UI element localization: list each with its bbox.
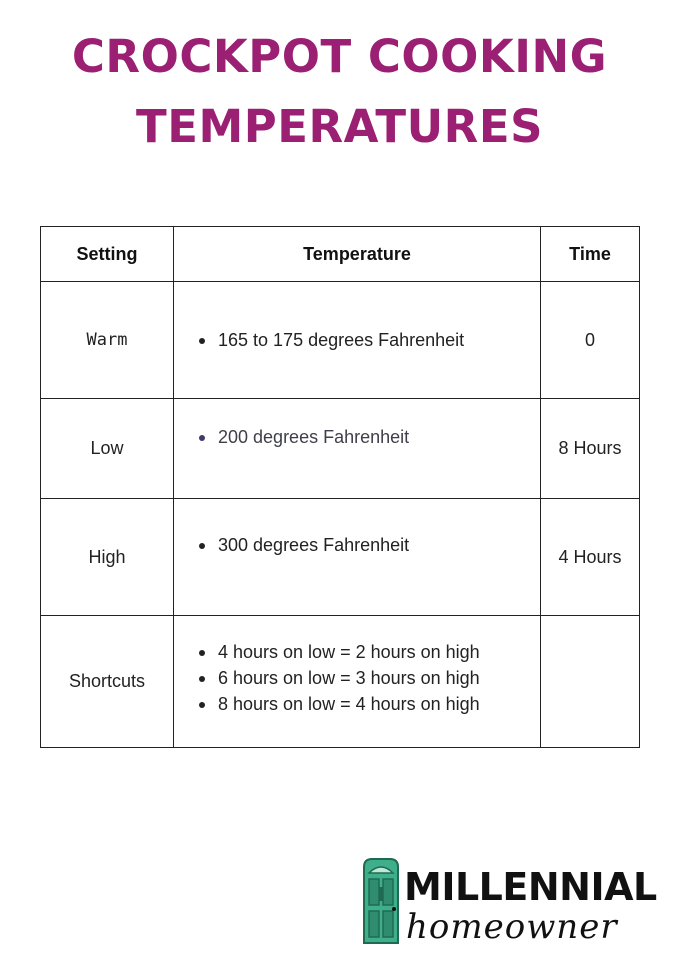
time-cell: 0 [541, 282, 640, 399]
table-row-low [41, 399, 640, 499]
setting-cell: Low [41, 399, 174, 499]
temperature-cell [174, 616, 541, 748]
temperature-item: 6 hours on low = 3 hours on high [218, 665, 540, 691]
table-row-shortcuts [41, 616, 640, 748]
setting-cell: Warm [41, 282, 174, 399]
time-cell: 4 Hours [541, 499, 640, 616]
temperature-cell [174, 282, 541, 399]
setting-cell: Shortcuts [41, 616, 174, 748]
title-line-2: TEMPERATURES [136, 100, 543, 153]
header-setting: Setting [41, 227, 174, 282]
temperature-item: 200 degrees Fahrenheit [218, 424, 540, 450]
temperature-item: 165 to 175 degrees Fahrenheit [218, 327, 540, 353]
logo-text-homeowner: homeowner [406, 907, 618, 947]
table-header-row [41, 227, 640, 282]
time-cell [541, 616, 640, 748]
header-temperature: Temperature [174, 227, 541, 282]
time-cell: 8 Hours [541, 399, 640, 499]
temperature-item: 8 hours on low = 4 hours on high [218, 691, 540, 717]
temperature-cell [174, 499, 541, 616]
page-title [0, 22, 679, 162]
temperature-item: 4 hours on low = 2 hours on high [218, 639, 540, 665]
header-time: Time [541, 227, 640, 282]
table-row-warm [41, 282, 640, 399]
title-line-1: CROCKPOT COOKING [71, 30, 608, 83]
temperature-item: 300 degrees Fahrenheit [218, 532, 540, 558]
temperature-cell [174, 399, 541, 499]
door-icon [360, 857, 402, 945]
setting-cell: High [41, 499, 174, 616]
table-row-high [41, 499, 640, 616]
logo-text-millennial: MILLENNIAL [404, 865, 657, 909]
temperature-table [40, 226, 640, 748]
millennial-homeowner-logo [360, 855, 670, 950]
